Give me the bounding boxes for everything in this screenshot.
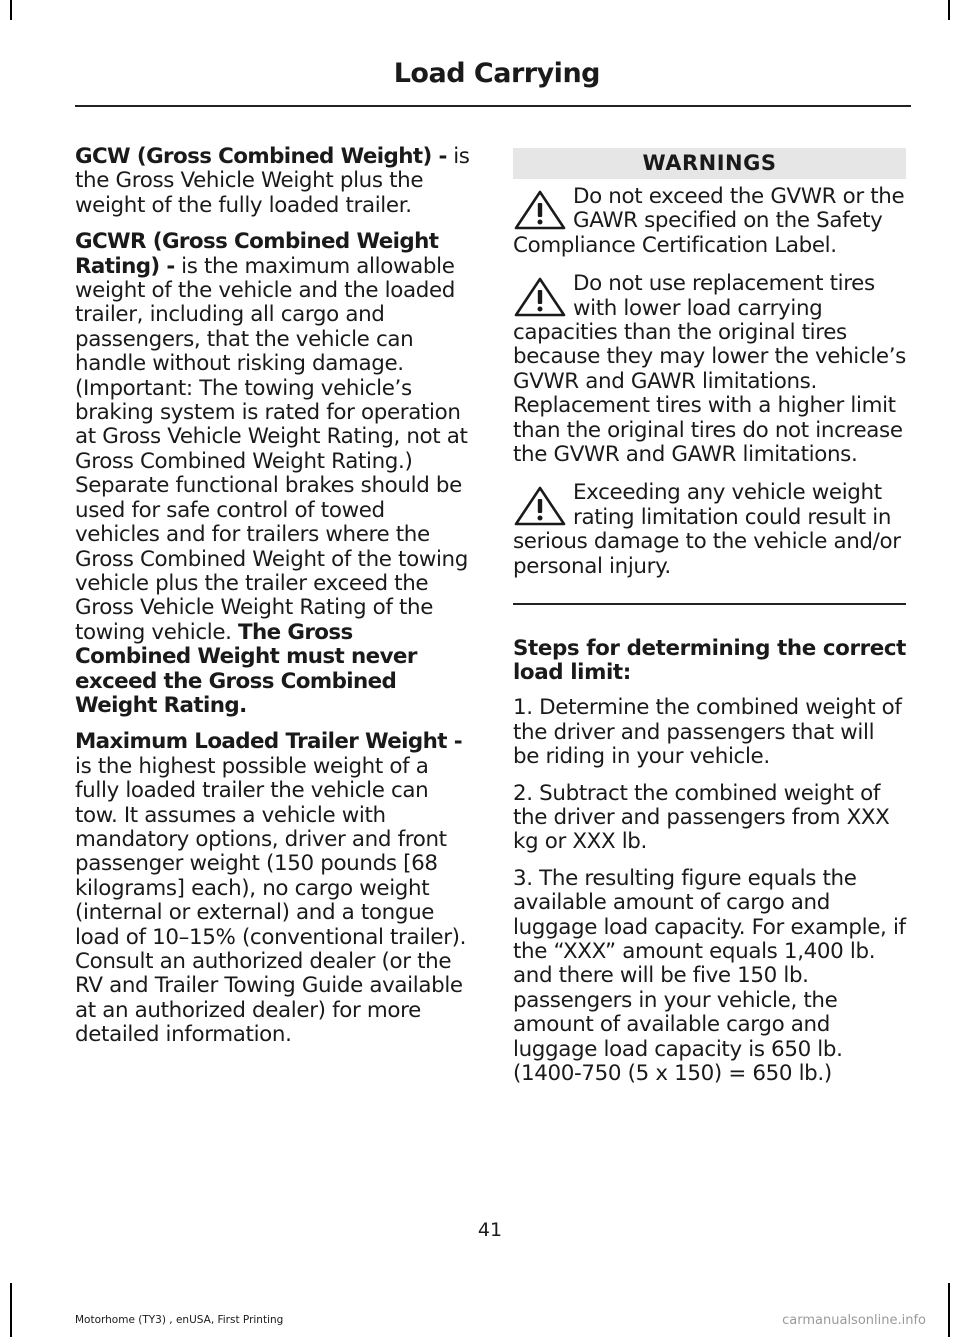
right-column [513,148,906,1099]
gcwr-term: GCWR (Gross Combined Weight Rating) - [75,229,439,279]
crop-mark-top-left [10,0,12,20]
mltw-text: is the highest possible weight of a fully loaded trailer the vehicle can tow. It assumes a vehicle with mandatory options, driver and front passenger weight (150 pounds [68 kilograms] each), no cargo weight (internal or external) and a tongue load of 10–15% (conventional trailer). Consult an authorized dealer (or the RV and Trailer Towing Guide available at an authorized dealer) for more detailed information. [75,753,467,1048]
gcw-definition [75,145,473,218]
mltw-term: Maximum Loaded Trailer Weight - [75,729,462,755]
steps-heading: Steps for determining the correct load limit: [513,635,906,685]
warning-text: Do not use replacement tires with lower load carrying capacities than the original tires because they may lower the vehicle’s GVWR and GAWR limitations. Replacement tires with a higher limit than the original tires do not increase the GVWR and GAWR limitations. [513,271,906,468]
warning-triangle-icon [513,276,567,318]
crop-mark-top-right [948,0,950,20]
crop-mark-bottom-right [948,1283,950,1337]
step-item: 1. Determine the combined weight of the driver and passengers that will be riding in your vehicle. [513,695,902,770]
step-item: 2. Subtract the combined weight of the driver and passengers from XXX kg or XXX lb. [513,780,890,855]
edition-footer: Motorhome (TY3) , enUSA, First Printing [75,1314,284,1326]
step-item: 3. The resulting figure equals the available amount of cargo and luggage load capacity. For example, if the “XXX” amount equals 1,400 lb. and there will be five 150 lb. passengers in your vehicle, the amount of available cargo and luggage load capacity is 650 lb. (1400-750 (5 x 150) = 650 lb.) [513,865,906,1087]
gcwr-text: is the maximum allowable weight of the vehicle and the loaded trailer, including all cargo and passengers, that the vehicle can handle without risking damage. (Important: The towing vehicle’s braking system is rated for operation at Gross Vehicle Weight Rating, not at Gross Combined Weight Rating.) Separate functional brakes should be used for safe control of towed vehicles and for trailers where the Gross Combined Weight of the towing vehicle plus the trailer exceed the Gross Vehicle Weight Rating of the towing vehicle. [75,253,468,645]
warning-item [513,185,906,258]
warning-text: Exceeding any vehicle weight rating limitation could result in serious damage to the vehicle and/or personal injury. [513,480,901,579]
gcwr-definition [75,230,473,718]
gcwr-emphasis: The Gross Combined Weight must never exceed the Gross Combined Weight Rating. [75,619,417,718]
warning-text: Do not exceed the GVWR or the GAWR specified on the Safety Compliance Certification Label. [513,184,905,258]
warnings-heading: WARNINGS [513,148,906,179]
page-number: 41 [477,1219,503,1241]
section-divider [513,603,906,605]
crop-mark-bottom-left [10,1283,12,1337]
warning-item [513,481,906,579]
left-column [75,145,473,1060]
header-divider [75,105,911,107]
gcw-text: is the Gross Vehicle Weight plus the weight of the fully loaded trailer. [75,144,470,218]
page-header-title: Load Carrying [393,58,600,89]
gcw-term: GCW (Gross Combined Weight) - [75,144,447,169]
warning-triangle-icon [513,189,567,231]
warning-item [513,272,906,467]
watermark: carmanualsonline.info [782,1313,926,1328]
warning-triangle-icon [513,485,567,527]
mltw-definition [75,730,473,1047]
